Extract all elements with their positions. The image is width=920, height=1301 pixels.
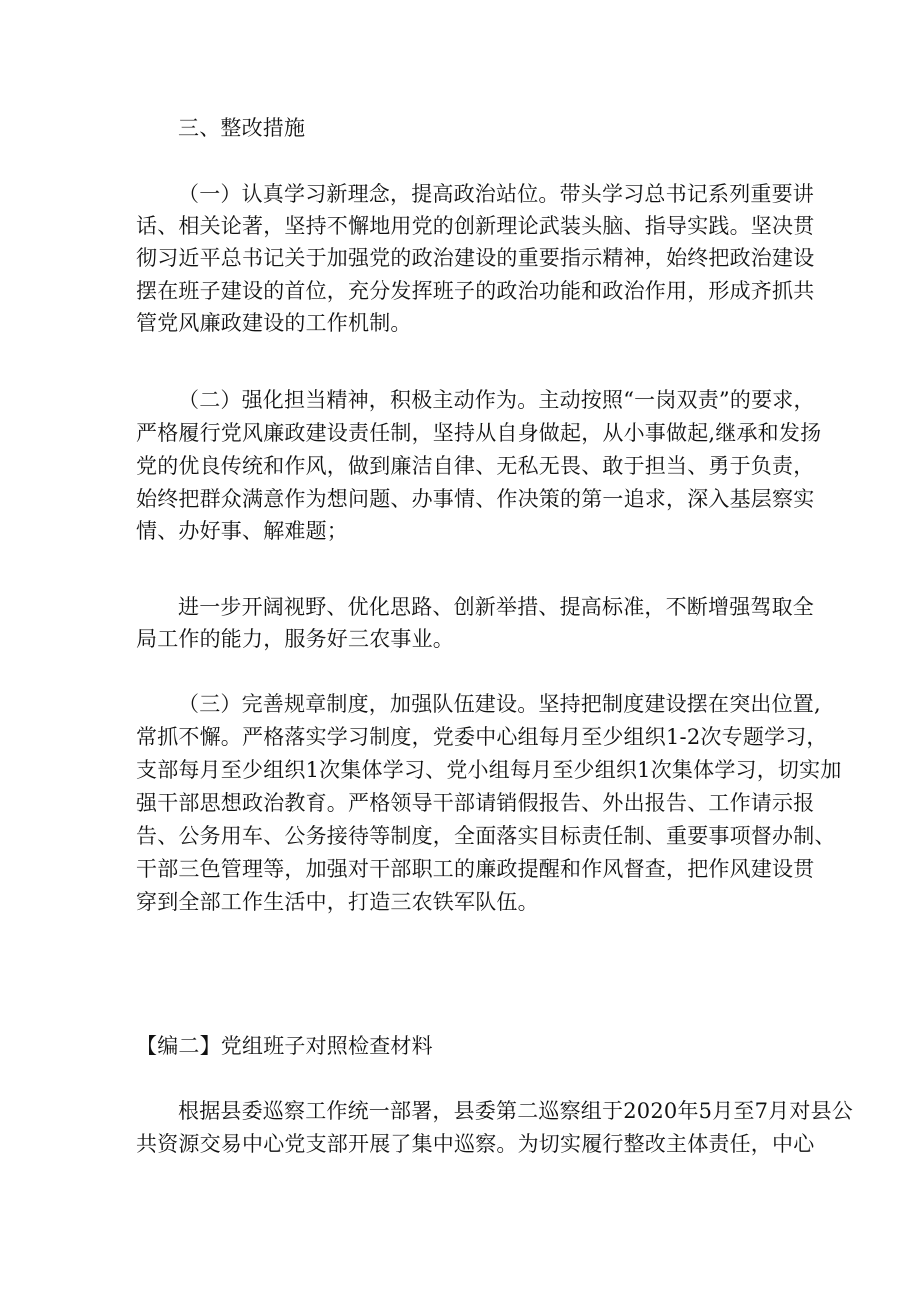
- part-two-heading: 【编二】党组班子对照检查材料: [136, 1034, 433, 1058]
- paragraph-4-line-5: 告、公务用车、公务接待等制度，全面落实目标责任制、重要事项督办制、: [136, 824, 836, 848]
- paragraph-4-line-2: 常抓不懈。严格落实学习制度，党委中心组每月至少组织1-2次专题学习，: [136, 725, 828, 749]
- paragraph-4-line-4: 强干部思想政治教育。严格领导干部请销假报告、外出报告、工作请示报: [136, 791, 815, 815]
- paragraph-2-line-4: 始终把群众满意作为想问题、办事情、作决策的第一追求，深入基层察实: [136, 487, 815, 511]
- paragraph-2-line-1: （二）强化担当精神，积极主动作为。主动按照“一岗双责”的要求，: [178, 388, 815, 412]
- paragraph-4-line-7: 穿到全部工作生活中，打造三农铁军队伍。: [136, 890, 539, 914]
- paragraph-2-line-5: 情、办好事、解难题；: [136, 519, 348, 543]
- paragraph-4-line-3: 支部每月至少组织1次集体学习、党小组每月至少组织1次集体学习，切实加: [136, 758, 842, 782]
- paragraph-1-line-1: （一）认真学习新理念，提高政治站位。带头学习总书记系列重要讲: [178, 182, 814, 206]
- paragraph-1-line-2: 话、相关论著，坚持不懈地用党的创新理论武装头脑、指导实践。坚决贯: [136, 214, 815, 238]
- paragraph-4-line-1: （三）完善规章制度，加强队伍建设。坚持把制度建设摆在突出位置,: [178, 692, 821, 716]
- paragraph-2-line-2: 严格履行党风廉政建设责任制，坚持从自身做起，从小事做起,继承和发扬: [136, 421, 822, 445]
- paragraph-4-line-6: 干部三色管理等，加强对干部职工的廉政提醒和作风督查，把作风建设贯: [136, 857, 815, 881]
- paragraph-1-line-5: 管党风廉政建设的工作机制。: [136, 311, 412, 335]
- section-heading: 三、整改措施: [178, 116, 306, 140]
- paragraph-1-line-3: 彻习近平总书记关于加强党的政治建设的重要指示精神，始终把政治建设: [136, 246, 815, 270]
- paragraph-3-line-1: 进一步开阔视野、优化思路、创新举措、提高标准，不断增强驾取全: [178, 595, 814, 619]
- paragraph-1-line-4: 摆在班子建设的首位，充分发挥班子的政治功能和政治作用，形成齐抓共: [136, 279, 815, 303]
- paragraph-2-line-3: 党的优良传统和作风，做到廉洁自律、无私无畏、敢于担当、勇于负责，: [136, 454, 815, 478]
- paragraph-3-line-2: 局工作的能力，服务好三农事业。: [136, 627, 454, 651]
- part-two-line-2: 共资源交易中心党支部开展了集中巡察。为切实履行整改主体责任，中心: [136, 1132, 815, 1156]
- part-two-line-1: 根据县委巡察工作统一部署，县委第二巡察组于2020年5月至7月对县公: [178, 1099, 853, 1123]
